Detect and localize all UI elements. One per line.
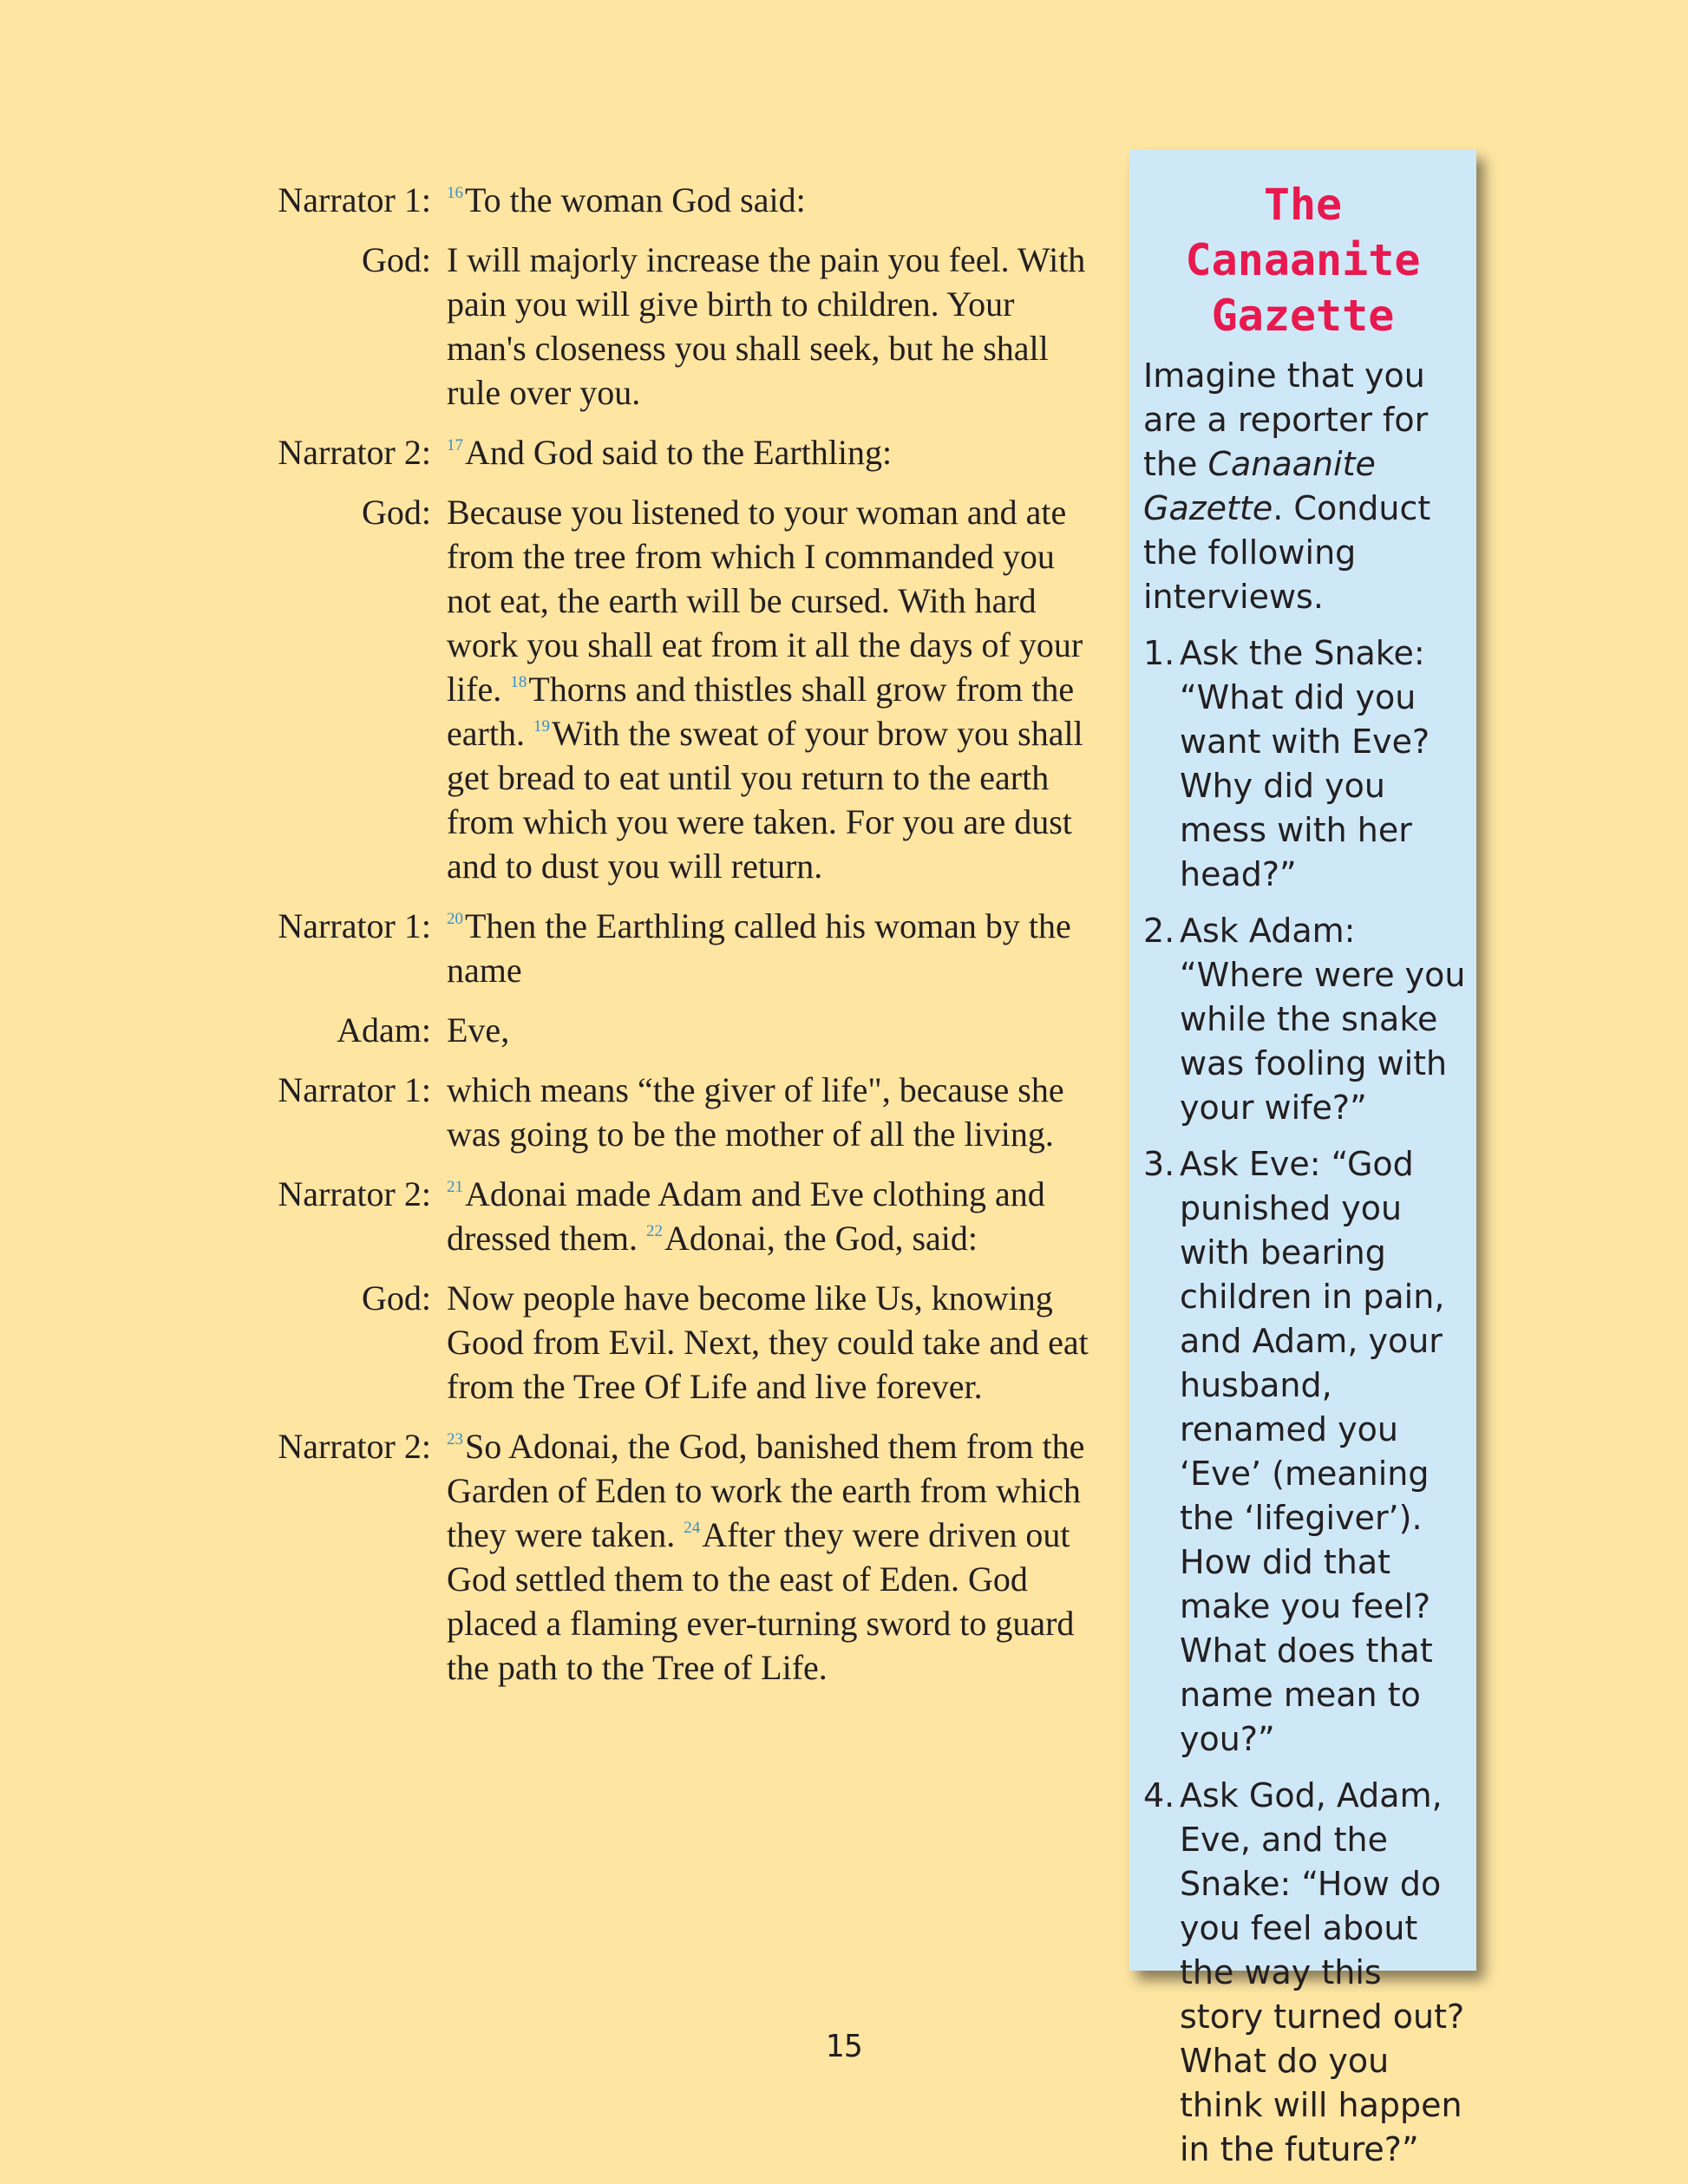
dialogue-text-segment: After they were driven out God settled them to the east of Eden. God placed a flaming ever-turning sword to guard the path to the Tree of Life. [447,1515,1075,1687]
verse-number: 18 [510,673,527,691]
question-item [1143,1774,1476,2172]
sidebar-intro [1129,354,1476,619]
verse-number: 16 [447,184,463,202]
dialogue-text [447,1172,1093,1260]
speaker-label: Narrator 1: [278,180,431,219]
question-number: 4. [1143,1776,1175,1815]
dialogue-text-segment: Because you listened to your woman and ate from the tree from which I commanded you not eat, the earth will be cursed. With hard work you shall eat from it all the days of your life. [447,493,1083,709]
sidebar-intro-italic: Canaanite Gazette [1143,445,1376,527]
dialogue-text [447,1276,1093,1409]
verse-number: 20 [447,910,463,928]
speaker-label: God: [362,493,431,532]
dialogue-text-segment: Eve, [447,1010,510,1049]
verse-number: 21 [447,1178,463,1196]
interview-questions [1129,631,1476,2172]
dialogue-text [447,904,1093,992]
sidebar-title-line: Canaanite [1185,235,1421,285]
dialogue-text-segment: To the woman God said: [465,180,806,219]
sidebar-intro-text: Imagine that you are a reporter for the [1143,356,1429,483]
question-text: Ask God, Adam, Eve, and the Snake: “How do you feel about the way this story turned out? What do you think will happen in the future?” [1180,1776,1465,2168]
dialogue-line [260,904,1093,992]
sidebar-title [1129,177,1476,343]
dialogue-line [260,1172,1093,1260]
question-item [1143,909,1476,1130]
dialogue-text [447,238,1093,415]
dialogue-line [260,238,1093,415]
dialogue-text [447,1008,1093,1052]
dialogue-text [447,430,1093,474]
question-number: 2. [1143,912,1175,950]
question-number: 1. [1143,634,1175,672]
speaker-label: God: [362,1278,431,1318]
dialogue-text-segment: So Adonai, the God, banished them from the Garden of Eden to work the earth from which they were taken. [447,1427,1085,1554]
sidebar-title-line: The [1263,180,1343,230]
speaker-label: God: [362,240,431,279]
dialogue-line [260,490,1093,888]
dialogue-line [260,1008,1093,1052]
question-number: 3. [1143,1145,1175,1183]
dialogue-text [447,490,1093,888]
dialogue-text-segment: Now people have become like Us, knowing Good from Evil. Next, they could take and eat from the Tree Of Life and live forever. [447,1278,1089,1406]
dialogue-text [447,178,1093,222]
page-number: 15 [825,2029,863,2064]
dialogue-text-segment: Adonai, the God, said: [664,1219,978,1258]
dialogue-text-segment: which means “the giver of life", because she was going to be the mother of all the living. [447,1070,1064,1154]
speaker-label: Adam: [337,1010,431,1049]
speaker-label: Narrator 2: [278,1427,431,1466]
sidebar-intro-text: . Conduct the following interviews. [1143,489,1431,616]
question-item [1143,631,1476,897]
dialogue-line [260,1276,1093,1409]
sidebar-title-line: Gazette [1211,291,1395,341]
verse-number: 17 [447,436,463,454]
dialogue-text-segment: Then the Earthling called his woman by the name [447,906,1071,990]
gazette-sidebar [1129,149,1476,2168]
question-text: Ask Eve: “God punished you with bearing children in pain, and Adam, your husband, renamed you ‘Eve’ (meaning the ‘lifegiver’). How did that make you feel? What does that name mean to you?” [1180,1145,1445,1758]
speaker-label: Narrator 1: [278,906,431,945]
speaker-label: Narrator 2: [278,1174,431,1213]
dialogue-text-segment: Adonai made Adam and Eve clothing and dressed them. [447,1174,1045,1258]
question-text: Ask Adam: “Where were you while the snake was fooling with your wife?” [1180,912,1466,1127]
dialogue-line [260,1424,1093,1690]
question-text: Ask the Snake: “What did you want with Eve? Why did you mess with her head?” [1180,634,1430,893]
verse-number: 24 [684,1519,701,1537]
dialogue-text-segment: I will majorly increase the pain you feel. With pain you will give birth to children. Your man's closeness you shall seek, but he shall rule over you. [447,240,1086,412]
verse-number: 22 [645,1222,663,1240]
verse-number: 23 [447,1430,463,1448]
dialogue-text [447,1068,1093,1156]
dialogue-line [260,430,1093,474]
dialogue-text-segment: With the sweat of your brow you shall get bread to eat until you return to the earth from which you were taken. For you are dust and to dust you will return. [447,714,1083,886]
script-dialogue [260,178,1093,1705]
verse-number: 19 [533,717,550,736]
question-item [1143,1142,1476,1762]
dialogue-text-segment: Thorns and thistles shall grow from the earth. [447,670,1075,753]
dialogue-line [260,178,1093,222]
dialogue-text [447,1424,1093,1690]
speaker-label: Narrator 1: [278,1070,431,1109]
dialogue-text-segment: And God said to the Earthling: [465,433,893,472]
speaker-label: Narrator 2: [278,433,431,472]
dialogue-line [260,1068,1093,1156]
